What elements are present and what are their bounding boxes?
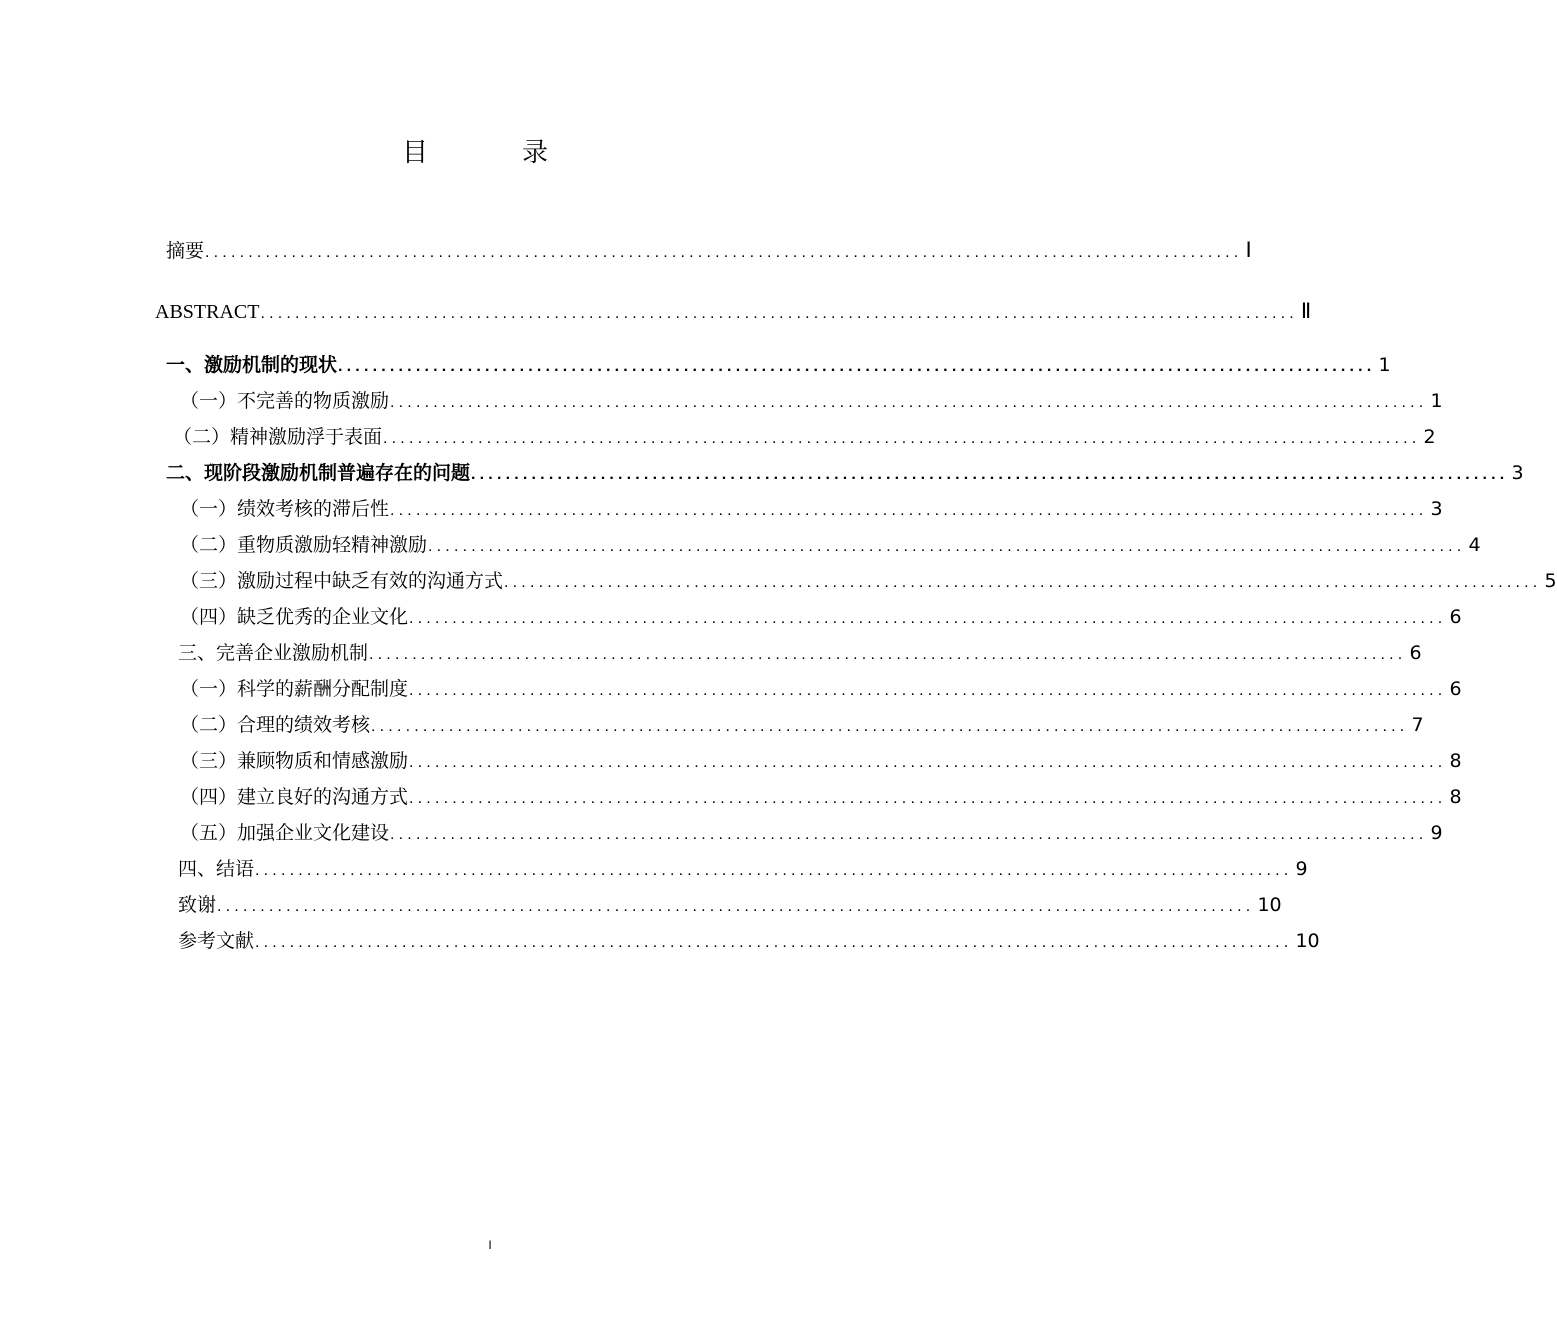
dot-leader: ........................................................................................................................ (390, 394, 1428, 411)
toc-label: 参考文献 (178, 930, 255, 952)
toc-page-number: 10 (1295, 930, 1320, 952)
dot-leader: ........................................................................................................................ (390, 502, 1428, 519)
toc-label: （四）建立良好的沟通方式 (180, 786, 409, 808)
toc-title: 目 录 (401, 138, 582, 168)
dot-leader: ........................................................................................................................ (255, 934, 1293, 951)
toc-page-number: 5 (1544, 570, 1557, 592)
toc-label: ABSTRACT (155, 301, 260, 323)
toc-page-number: 1 (1378, 354, 1391, 376)
dot-leader: ........................................................................................................................ (428, 538, 1466, 555)
dot-leader: ........................................................................................................................ (369, 646, 1407, 663)
toc-entry-1-1[interactable] (180, 386, 1443, 413)
toc-page-number: Ⅱ (1300, 299, 1312, 323)
toc-page-number: 1 (1430, 390, 1443, 412)
toc-entry-abstract-cn[interactable] (166, 236, 1252, 263)
toc-page-number: 2 (1423, 426, 1436, 448)
toc-label: 一、激励机制的现状 (166, 354, 338, 376)
dot-leader: ........................................................................................................................ (409, 790, 1447, 807)
toc-label: （五）加强企业文化建设 (180, 822, 390, 844)
toc-label: 三、完善企业激励机制 (178, 642, 369, 664)
toc-entry-1-2[interactable] (173, 422, 1436, 449)
toc-entry-3-5[interactable] (180, 818, 1443, 845)
dot-leader: ........................................................................................................................ (205, 244, 1243, 261)
toc-entry-section-1[interactable] (166, 350, 1391, 377)
toc-label: （二）合理的绩效考核 (180, 714, 371, 736)
dot-leader: ........................................................................................................................ (371, 718, 1409, 735)
dot-leader: ........................................................................................................................ (409, 610, 1447, 627)
dot-leader: ........................................................................................................................ (409, 682, 1447, 699)
toc-page-number: 6 (1409, 642, 1422, 664)
toc-page-number: 8 (1449, 750, 1462, 772)
toc-entry-2-3[interactable] (180, 566, 1557, 593)
toc-page-number: 3 (1430, 498, 1443, 520)
toc-label: （四）缺乏优秀的企业文化 (180, 606, 409, 628)
toc-entry-3-2[interactable] (180, 710, 1424, 737)
toc-page-number: 6 (1449, 678, 1462, 700)
toc-label: （一）不完善的物质激励 (180, 390, 390, 412)
toc-label: （三）兼顾物质和情感激励 (180, 750, 409, 772)
toc-entry-references[interactable] (178, 926, 1320, 953)
toc-entry-section-3[interactable] (178, 638, 1422, 665)
dot-leader: ........................................................................................................................ (409, 754, 1447, 771)
toc-entry-2-1[interactable] (180, 494, 1443, 521)
dot-leader: ........................................................................................................................ (338, 358, 1376, 375)
toc-page-number: 8 (1449, 786, 1462, 808)
toc-label: 四、结语 (178, 858, 255, 880)
dot-leader: ........................................................................................................................ (260, 305, 1298, 322)
dot-leader: ........................................................................................................................ (471, 466, 1509, 483)
toc-entry-3-1[interactable] (180, 674, 1462, 701)
toc-page-number: 9 (1295, 858, 1308, 880)
toc-label: 摘要 (166, 240, 205, 262)
dot-leader: ........................................................................................................................ (504, 574, 1542, 591)
toc-entry-section-2[interactable] (166, 458, 1524, 485)
toc-page-number: 4 (1468, 534, 1481, 556)
toc-page-number: 3 (1511, 462, 1524, 484)
toc-label: （一）绩效考核的滞后性 (180, 498, 390, 520)
toc-entry-acknowledgements[interactable] (178, 890, 1282, 917)
toc-label: 二、现阶段激励机制普遍存在的问题 (166, 462, 471, 484)
toc-label: 致谢 (178, 894, 217, 916)
toc-page-number: Ⅰ (1245, 238, 1252, 262)
dot-leader: ........................................................................................................................ (255, 862, 1293, 879)
toc-entry-3-3[interactable] (180, 746, 1462, 773)
dot-leader: ........................................................................................................................ (217, 898, 1255, 915)
toc-entry-abstract-en[interactable] (155, 299, 1312, 324)
dot-leader: ........................................................................................................................ (390, 826, 1428, 843)
toc-entry-2-4[interactable] (180, 602, 1462, 629)
toc-label: （一）科学的薪酬分配制度 (180, 678, 409, 700)
toc-entry-section-4[interactable] (178, 854, 1308, 881)
toc-page-number: 9 (1430, 822, 1443, 844)
page-footer-number: I (488, 1238, 492, 1252)
toc-label: （二）精神激励浮于表面 (173, 426, 383, 448)
toc-page-number: 7 (1411, 714, 1424, 736)
toc-label: （二）重物质激励轻精神激励 (180, 534, 428, 556)
dot-leader: ........................................................................................................................ (383, 430, 1421, 447)
toc-entry-3-4[interactable] (180, 782, 1462, 809)
toc-label: （三）激励过程中缺乏有效的沟通方式 (180, 570, 504, 592)
toc-entry-2-2[interactable] (180, 530, 1481, 557)
toc-page-number: 6 (1449, 606, 1462, 628)
toc-page-number: 10 (1257, 894, 1282, 916)
